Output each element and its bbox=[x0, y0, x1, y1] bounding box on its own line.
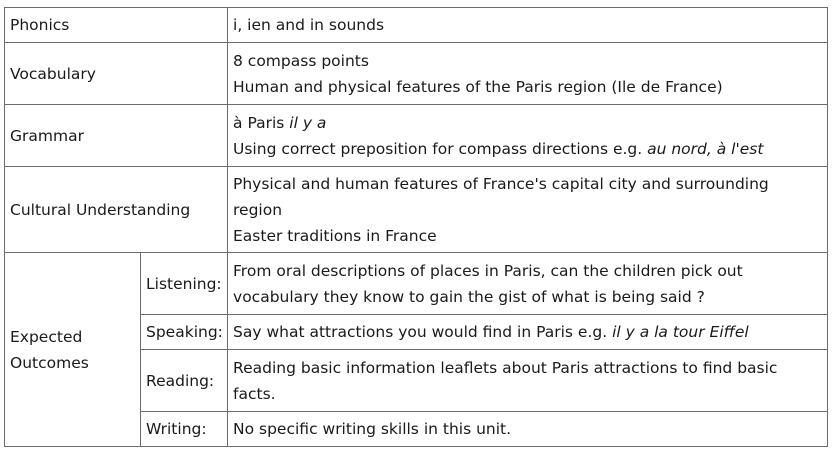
grammar-content bbox=[228, 105, 828, 167]
speaking-example: il y a la tour Eiffel bbox=[612, 323, 749, 341]
grammar-line-1-example: il y a bbox=[289, 113, 327, 132]
grammar-line-2 bbox=[233, 136, 822, 162]
vocabulary-line-1: 8 compass points bbox=[233, 51, 369, 70]
grammar-line-2-example: au nord, à l'est bbox=[647, 139, 764, 158]
row-label-phonics: Phonics bbox=[5, 8, 228, 43]
reading-content: Reading basic information leaflets about Paris attractions to find basic facts. bbox=[228, 350, 828, 412]
speaking-content bbox=[228, 315, 828, 350]
vocabulary-line-2: Human and physical features of the Paris region (Ile de France) bbox=[233, 77, 723, 96]
grammar-line-1-text: à Paris bbox=[233, 113, 290, 132]
grammar-line-1 bbox=[233, 110, 822, 136]
grammar-line-2-text: Using correct preposition for compass directions e.g. bbox=[233, 139, 648, 158]
row-label-vocabulary: Vocabulary bbox=[5, 43, 228, 105]
phonics-content: i, ien and in sounds bbox=[228, 8, 828, 43]
skill-label-writing: Writing: bbox=[141, 412, 228, 447]
speaking-text: Say what attractions you would find in Paris e.g. bbox=[233, 323, 613, 341]
skill-label-reading: Reading: bbox=[141, 350, 228, 412]
table-row bbox=[5, 105, 828, 167]
unit-plan-table bbox=[4, 7, 828, 447]
skill-label-speaking: Speaking: bbox=[141, 315, 228, 350]
cultural-line-1: Physical and human features of France's capital city and surrounding region bbox=[233, 174, 769, 219]
row-label-expected-outcomes: Expected Outcomes bbox=[5, 253, 141, 447]
table-row bbox=[5, 253, 828, 315]
row-label-cultural: Cultural Understanding bbox=[5, 167, 228, 253]
table-row bbox=[5, 167, 828, 253]
writing-content: No specific writing skills in this unit. bbox=[228, 412, 828, 447]
cultural-content bbox=[228, 167, 828, 253]
skill-label-listening: Listening: bbox=[141, 253, 228, 315]
table-row bbox=[5, 8, 828, 43]
cultural-line-2: Easter traditions in France bbox=[233, 226, 437, 245]
table-row bbox=[5, 43, 828, 105]
row-label-grammar: Grammar bbox=[5, 105, 228, 167]
listening-content: From oral descriptions of places in Paris, can the children pick out vocabulary they know to gain the gist of what is being said ? bbox=[228, 253, 828, 315]
vocabulary-content bbox=[228, 43, 828, 105]
